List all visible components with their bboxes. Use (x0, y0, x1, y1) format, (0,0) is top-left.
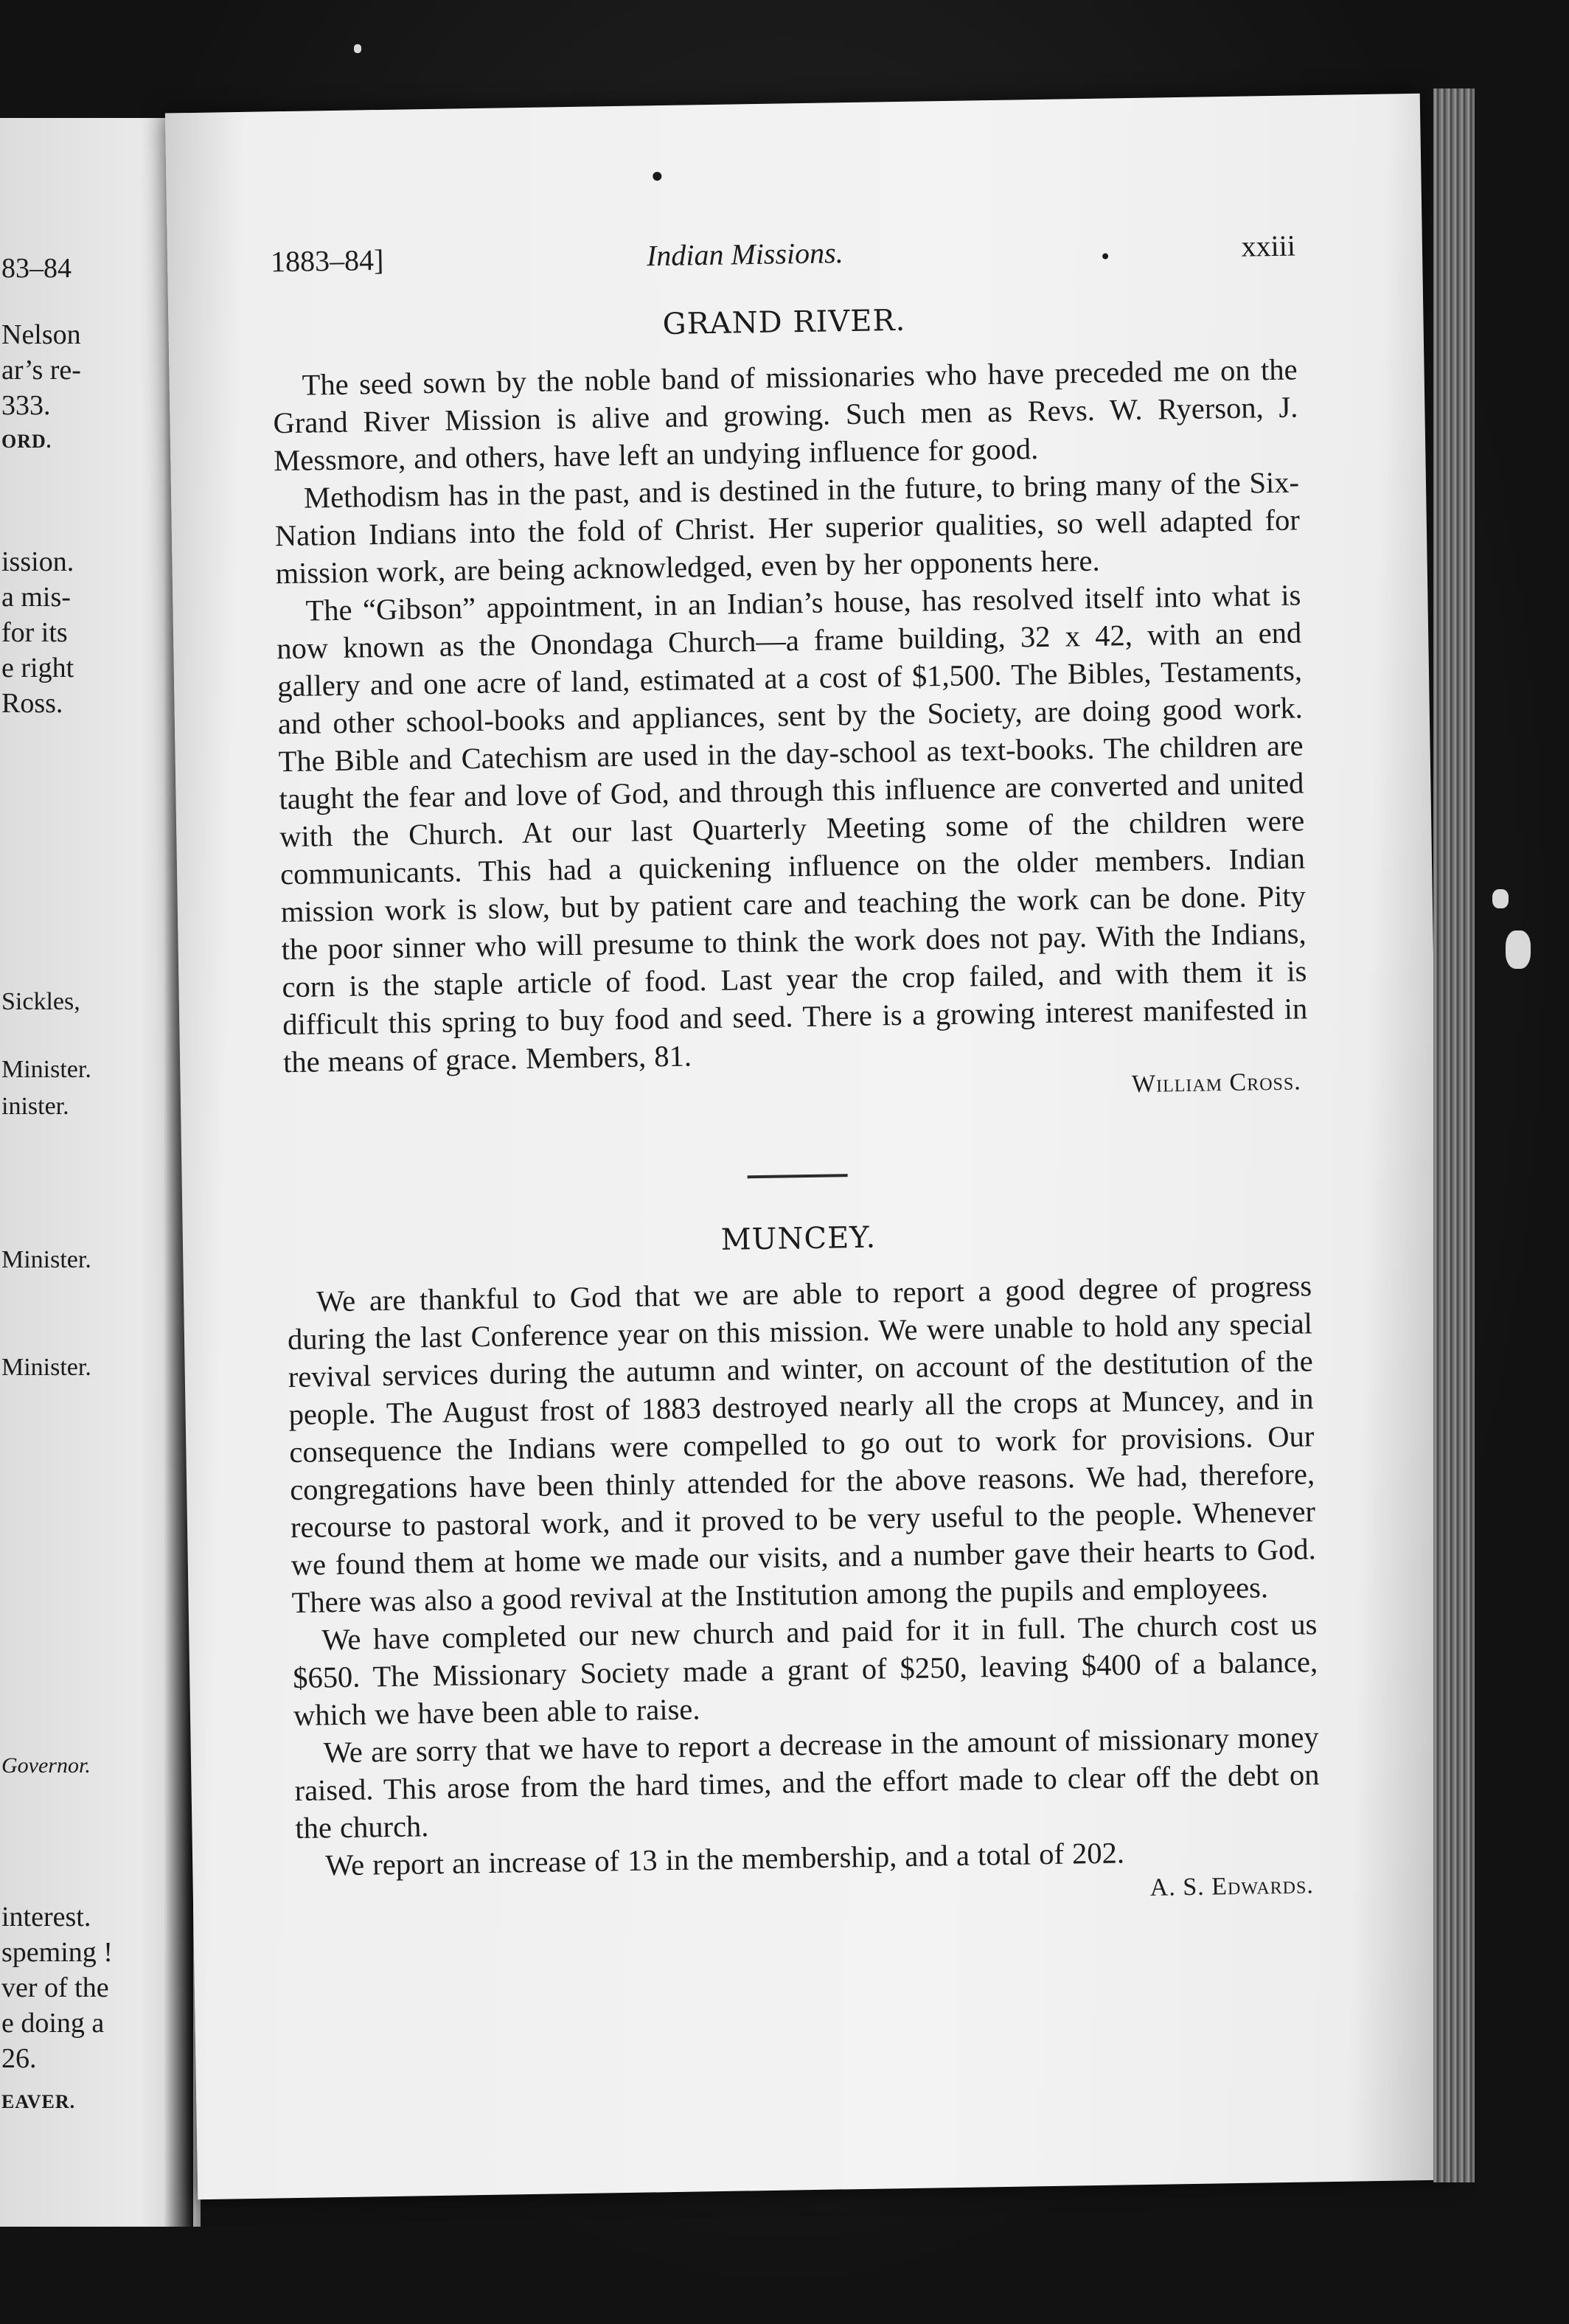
dust-speck (1492, 889, 1509, 908)
facing-page-line: Nelson (1, 319, 81, 350)
muncey-paragraph: We are sorry that we have to report a decrease in the amount of missionary money raised. This arose from the hard times, and the effort made to clear off the debt on the church. (294, 1720, 1320, 1845)
section-divider (748, 1174, 848, 1178)
page-stack-edges (1433, 88, 1475, 2182)
facing-page-line: ar’s re- (1, 355, 81, 386)
dust-speck (1506, 930, 1531, 969)
facing-page-line: Ross. (1, 688, 63, 719)
page-content (271, 228, 1321, 1916)
running-head (271, 228, 1296, 288)
facing-page-line: 26. (1, 2043, 37, 2074)
grand-river-paragraph: The seed sown by the noble band of missionaries who have preceded me on the Grand River Mission is alive and growing. Such men as Revs. W. Ryerson, J. Messmore, and others, have left an undying influence for good. (273, 352, 1298, 478)
facing-page-line: ORD. (1, 431, 52, 452)
ink-dot (653, 172, 661, 181)
facing-page-line: Governor. (1, 1753, 91, 1778)
facing-page-line: ission. (1, 546, 74, 577)
facing-page-line: speming ! (1, 1937, 113, 1968)
page-number: xxiii (1241, 229, 1296, 263)
facing-page-line: e right (1, 653, 74, 683)
grand-river-paragraph: The “Gibson” appointment, in an Indian’s house, has resolved itself into what is now known as the Onondaga Church—a frame building, 32 x 42, with an end gallery and one acre of land, estimated at a cost of $1,500. The Bibles, Testaments, and other school-books and appliances, sent by the Society, are doing good work. The Bible and Catechism are used in the day-school as text-books. The children are taught the fear and love of God, and through this influence are converted and united with the Church. At our last Quarterly Meeting some of the children were communicants. This had a quickening influence on the older members. Indian mission work is slow, but by patient care and teaching the work can be done. Pity the poor sinner who will presume to think the work does not pay. With the Indians, corn is the staple article of food. Last year the crop failed, and with them it is difficult this spring to buy food and seed. There is a growing interest manifested in the means of grace. Members, 81. (276, 578, 1308, 1079)
facing-page-line: a mis- (1, 582, 71, 613)
facing-page-line: for its (1, 617, 68, 648)
section-title-muncey: MUNCEY. (720, 1220, 877, 1257)
signature-a-s-edwards: A. S. Edwards. (1149, 1871, 1315, 1902)
muncey-paragraph: We report an increase of 13 in the membership, and a total of 202. (324, 1836, 1125, 1882)
facing-page-line: Minister. (1, 1246, 91, 1273)
facing-page-line: 83–84 (1, 253, 72, 284)
running-head-title: Indian Missions. (646, 236, 844, 273)
facing-page-line: Minister. (1, 1354, 91, 1381)
book-page (165, 94, 1453, 2199)
muncey-paragraph: We are thankful to God that we are able to report a good degree of progress during the last Conference year on this mission. We were unable to hold any special revival services during the autumn and winter, on account of the destitution of the people. The August frost of 1883 destroyed nearly all the crops at Muncey, and in consequence the Indians were compelled to go out to work for provisions. Our congregations have been thinly attended for the above reasons. We had, therefore, recourse to pastoral work, and it proved to be very useful to the people. Whenever we found them at home we made our visits, and a number gave their hearts to God. There was also a good revival at the Institution among the pupils and employees. (287, 1269, 1317, 1620)
section-title-grand-river: GRAND RIVER. (662, 303, 906, 341)
facing-page-line: e doing a (1, 2008, 105, 2039)
signature-william-cross: William Cross. (1131, 1068, 1301, 1099)
facing-page-line: 333. (1, 390, 51, 421)
muncey-paragraph: We have completed our new church and paid for it in full. The church cost us $650. The Missionary Society made a grant of $250, leaving $400 of a balance, which we have been able to raise. (292, 1607, 1318, 1733)
facing-page-line: inister. (1, 1093, 69, 1120)
facing-page-line: interest. (1, 1902, 91, 1932)
facing-page-line: Minister. (1, 1056, 91, 1083)
grand-river-paragraph: Methodism has in the past, and is destined in the future, to bring many of the Six-Nation Indians into the fold of Christ. Her superior qualities, so well adapted for mission work, are being acknowledged, even by her opponents here. (274, 465, 1301, 591)
facing-page-line: EAVER. (1, 2091, 76, 2112)
dust-speck (354, 44, 361, 53)
facing-page-line: ver of the (1, 1972, 109, 2003)
running-head-years: 1883–84] (270, 243, 384, 279)
facing-page-line: Sickles, (1, 988, 80, 1015)
